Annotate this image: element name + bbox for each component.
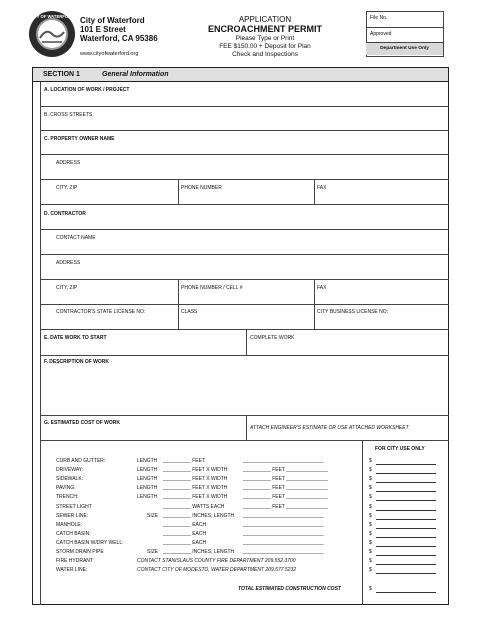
worksheet-cell: __________ FEET X WIDTH <box>163 476 228 482</box>
worksheet-cell: _____________________________ <box>243 513 324 519</box>
city-seal <box>28 10 76 58</box>
date-start-label: E. DATE WORK TO START <box>44 335 107 341</box>
owner-address-label: ADDRESS <box>56 160 81 166</box>
property-owner-label: C. PROPERTY OWNER NAME <box>44 136 115 142</box>
worksheet-cell: __________ FEET <box>163 458 205 464</box>
owner-city-zip-label: CITY, ZIP <box>56 185 78 191</box>
worksheet-cell: _____________________________ <box>243 549 324 555</box>
city-website[interactable]: www.cityofwaterford.org <box>80 51 139 57</box>
worksheet-cell: __________ FEET _______________ <box>243 476 328 482</box>
location-of-work-label: A. LOCATION OF WORK / PROJECT <box>44 87 130 93</box>
worksheet-cell: __________ EACH <box>163 540 207 546</box>
worksheet-cell: __________ FEET X WIDTH <box>163 467 228 473</box>
worksheet-cell: SIDEWALK: <box>56 476 84 482</box>
fire-hydrant-label: FIRE HYDRANT: <box>56 558 94 564</box>
worksheet-cell: _____________________________ <box>243 531 324 537</box>
dollar-sign: $ <box>369 485 372 491</box>
contractor-phone-label: PHONE NUMBER / CELL # <box>181 285 243 291</box>
city-name: City of Waterford <box>80 16 145 25</box>
worksheet-cell: SIZE <box>147 549 159 555</box>
business-license-label: CITY BUSINESS LICENSE NO: <box>317 309 389 315</box>
owner-fax-label: FAX <box>317 185 327 191</box>
dollar-sign: $ <box>369 513 372 519</box>
section-1-header <box>33 68 448 82</box>
worksheet-cell: __________ FEET _______________ <box>243 504 328 510</box>
application-label: APPLICATION <box>238 15 292 24</box>
dollar-sign: $ <box>369 458 372 464</box>
worksheet-cell: __________ FEET X WIDTH <box>163 494 228 500</box>
estimated-cost-label: G. ESTIMATED COST OF WORK <box>44 420 121 426</box>
contractor-label: D. CONTRACTOR <box>44 211 86 217</box>
contractor-address-label: ADDRESS <box>56 260 81 266</box>
cross-streets-label: B. CROSS STREETS <box>44 112 93 118</box>
dollar-sign: $ <box>369 558 372 564</box>
department-use-label: Department Use Only <box>366 43 443 55</box>
dollar-sign: $ <box>369 540 372 546</box>
worksheet-cell: CATCH BASIN W/DRY WELL: <box>56 540 124 546</box>
approved-label: Approved <box>370 31 392 37</box>
worksheet-cell: SEWER LINE: <box>56 513 89 519</box>
worksheet-cell: __________ FEET X WIDTH <box>163 485 228 491</box>
license-class-label: CLASS <box>181 309 198 315</box>
worksheet-cell: STORM DRAIN PIPE <box>56 549 104 555</box>
worksheet-cell: TRENCH: <box>56 494 79 500</box>
worksheet-cell: PAVING: <box>56 485 76 491</box>
dollar-sign: $ <box>369 586 372 592</box>
worksheet-cell: __________ EACH <box>163 531 207 537</box>
worksheet-cell: DRIVEWAY: <box>56 467 84 473</box>
worksheet-cell: _____________________________ <box>243 540 324 546</box>
city-state-zip: Waterford, CA 95386 <box>80 34 158 43</box>
contractor-city-zip-label: CITY, ZIP <box>56 285 78 291</box>
complete-work-label: COMPLETE WORK <box>250 335 295 341</box>
dollar-sign: $ <box>369 531 372 537</box>
worksheet-cell: LENGTH <box>137 458 158 464</box>
worksheet-cell: STREET LIGHT <box>56 504 92 510</box>
contact-name-label: CONTACT NAME <box>56 235 96 241</box>
worksheet-cell: MANHOLE: <box>56 522 83 528</box>
dollar-sign: $ <box>369 476 372 482</box>
description-label: F. DESCRIPTION OF WORK <box>44 359 109 365</box>
worksheet-cell: __________ INCHES; LENGTH <box>163 513 235 519</box>
dollar-sign: $ <box>369 504 372 510</box>
fee-line: FEE $150.00 + Deposit for Plan <box>219 43 311 50</box>
form-title: ENCROACHMENT PERMIT <box>208 24 322 34</box>
worksheet-cell: _____________________________ <box>243 458 324 464</box>
dollar-sign: $ <box>369 549 372 555</box>
worksheet-cell: __________ EACH <box>163 522 207 528</box>
fee-line-2: Check and Inspections <box>232 51 298 58</box>
file-no-label: File No. <box>370 15 388 21</box>
fire-hydrant-note: CONTACT STANISLAUS COUNTY FIRE DEPARTMENT 209.552.3700 <box>137 558 296 564</box>
form-instruction: Please Type or Print <box>235 35 295 42</box>
dollar-sign: $ <box>369 567 372 573</box>
worksheet-cell: CURB AND GUTTER: <box>56 458 106 464</box>
worksheet-cell: LENGTH <box>137 467 158 473</box>
section-title: General Information <box>102 71 169 78</box>
worksheet-cell: __________ FEET _______________ <box>243 467 328 473</box>
dollar-sign: $ <box>369 494 372 500</box>
worksheet-cell: CATCH BASIN: <box>56 531 91 537</box>
total-cost-label: TOTAL ESTIMATED CONSTRUCTION COST <box>238 586 341 592</box>
worksheet-cell: LENGTH <box>137 485 158 491</box>
worksheet-cell: __________ WATTS EACH <box>163 504 225 510</box>
worksheet-cell: SIZE <box>147 513 159 519</box>
worksheet-cell: _____________________________ <box>243 522 324 528</box>
owner-phone-label: PHONE NUMBER <box>181 185 222 191</box>
worksheet-cell: __________ FEET _______________ <box>243 494 328 500</box>
worksheet-cell: __________ FEET _______________ <box>243 485 328 491</box>
license-no-label: CONTRACTOR'S STATE LICENSE NO: <box>56 309 146 315</box>
attach-note: ATTACH ENGINEER'S ESTIMATE OR USE ATTACHED WORKSHEET <box>250 425 409 431</box>
worksheet-cell: LENGTH <box>137 494 158 500</box>
worksheet-cell: LENGTH <box>137 476 158 482</box>
dollar-sign: $ <box>369 467 372 473</box>
water-line-note: CONTACT CITY OF MODESTO, WATER DEPARTMENT 209.577.5232 <box>137 567 297 573</box>
dollar-sign: $ <box>369 522 372 528</box>
section-number: SECTION 1 <box>43 71 80 78</box>
city-use-only-label: FOR CITY USE ONLY <box>375 446 425 452</box>
worksheet-cell: CITY OF WATERFORD <box>29 14 75 19</box>
water-line-label: WATER LINE: <box>56 567 88 573</box>
contractor-fax-label: FAX <box>317 285 327 291</box>
worksheet-cell: __________ INCHES; LENGTH <box>163 549 235 555</box>
city-street: 101 E Street <box>80 25 126 34</box>
